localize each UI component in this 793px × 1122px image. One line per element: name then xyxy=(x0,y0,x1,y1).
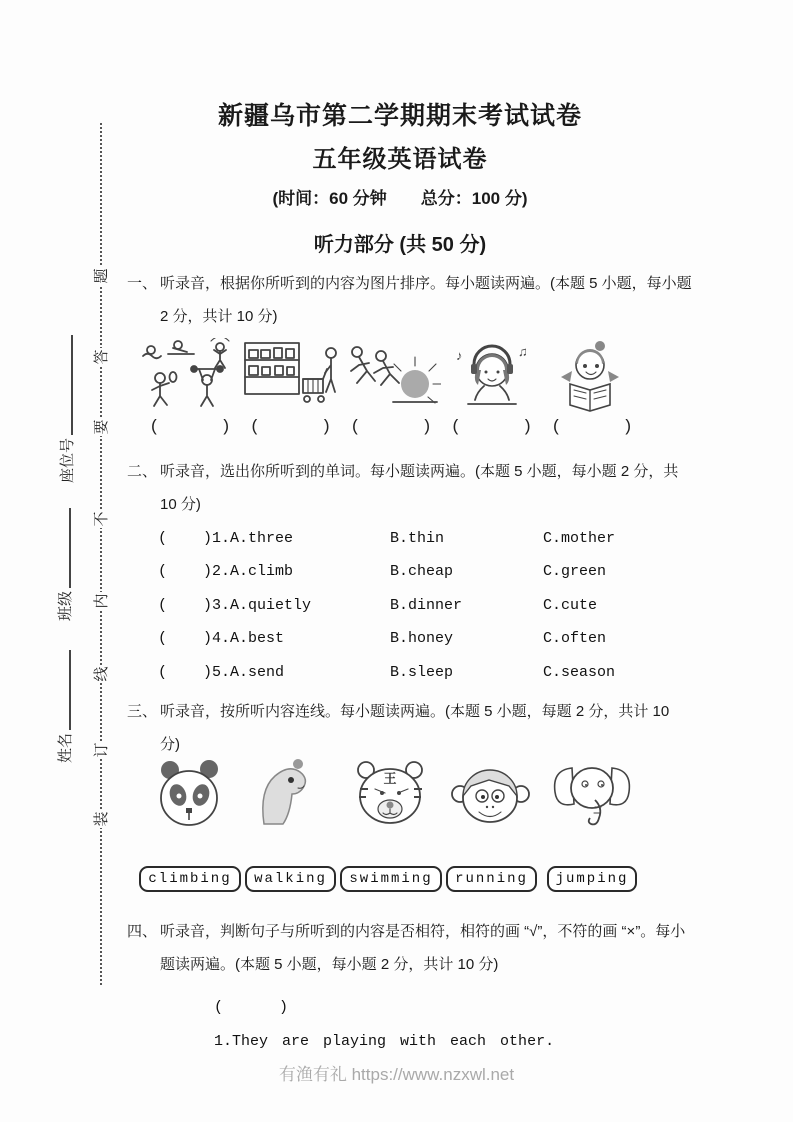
section-2-number: 二、 xyxy=(127,463,158,480)
answer-parentheses: ( ) xyxy=(149,418,231,437)
shopping-in-supermarket-image xyxy=(241,338,341,414)
animal-item xyxy=(542,758,642,828)
seal-char: 答 xyxy=(92,349,110,365)
name-field xyxy=(54,643,74,763)
kids-doing-sports-image xyxy=(140,338,240,414)
class-blank xyxy=(57,508,71,588)
true-false-item-1 xyxy=(158,982,554,1067)
monkey-image xyxy=(449,758,534,828)
answer-parentheses: ( ) xyxy=(450,418,533,437)
option-b: B.cheap xyxy=(390,563,454,580)
answer-parentheses: ( ) xyxy=(158,563,213,580)
class-field xyxy=(54,501,74,621)
answer-parentheses: ( ) xyxy=(158,597,213,614)
section-4-number: 四、 xyxy=(127,923,158,940)
picture-item xyxy=(140,338,240,437)
section-3-text: 听录音，按所听内容连线。每小题读两遍。(本题 5 小题，每题 2 分，共计 10 分) xyxy=(160,703,670,753)
option-b: B.dinner xyxy=(390,597,463,614)
animal-images-row xyxy=(140,758,642,828)
exam-time-score: (时间：60 分钟 总分：100 分) xyxy=(272,189,528,208)
option-a: 5.A.send xyxy=(212,664,285,681)
answer-parentheses: ( ) xyxy=(158,630,213,647)
word-box-item xyxy=(341,866,441,892)
answer-parentheses: ( ) xyxy=(551,418,633,437)
answer-parentheses: ( ) xyxy=(249,418,332,437)
section-4-prompt xyxy=(127,915,693,981)
koala-image xyxy=(248,758,333,828)
option-a: 1.A.three xyxy=(212,530,294,547)
option-c: C.season xyxy=(543,664,616,681)
seat-number-field xyxy=(56,327,76,483)
girl-listening-music-image xyxy=(442,338,542,414)
picture-item xyxy=(341,338,441,437)
tiger-image xyxy=(349,758,434,828)
page-subtitle: 五年级英语试卷 xyxy=(312,146,488,173)
section-1-number: 一、 xyxy=(127,275,158,292)
word-box: jumping xyxy=(547,866,638,892)
seal-char: 题 xyxy=(92,268,110,284)
word-box: running xyxy=(446,866,537,892)
music-note-icon: ♫ xyxy=(517,344,528,359)
section-2-prompt xyxy=(127,455,693,521)
word-choice-row-5 xyxy=(158,664,658,681)
panda-image xyxy=(148,758,233,828)
name-blank xyxy=(57,650,71,730)
word-box: climbing xyxy=(139,866,240,892)
answer-parentheses: ( ) xyxy=(214,999,289,1016)
option-c: C.mother xyxy=(543,530,616,547)
elephant-image xyxy=(550,758,635,828)
tiger-forehead-mark: 王 xyxy=(382,771,397,786)
section-4-text: 听录音，判断句子与所听到的内容是否相符，相符的画 “√”，不符的画 “×”。每小题读两遍。(本题 5 小题，每小题 2 分，共计 10 分) xyxy=(160,923,686,973)
option-a: 4.A.best xyxy=(212,630,285,647)
option-c: C.often xyxy=(543,630,607,647)
option-c: C.green xyxy=(543,563,607,580)
word-choice-row-2 xyxy=(158,563,658,580)
sentence: 1.They are playing with each other. xyxy=(214,1033,555,1050)
section-1-prompt xyxy=(127,267,693,333)
picture-item xyxy=(442,338,542,437)
section-3-number: 三、 xyxy=(127,703,158,720)
word-box-item xyxy=(140,866,240,892)
site-watermark: 有渔有礼 https://www.nzxwl.net xyxy=(278,1065,515,1084)
word-choice-row-4 xyxy=(158,630,658,647)
binding-dotted-line xyxy=(100,123,102,985)
section-1-text: 听录音，根据你所听到的内容为图片排序。每小题读两遍。(本题 5 小题，每小题 2 分，共计 10 分) xyxy=(160,275,692,325)
section-3-prompt xyxy=(127,695,693,761)
seal-char: 不 xyxy=(92,511,110,527)
seal-char: 要 xyxy=(92,419,110,435)
animal-item xyxy=(140,758,240,828)
picture-ordering-row xyxy=(140,338,642,437)
listening-part-heading: 听力部分 (共 50 分) xyxy=(313,234,487,256)
animal-item xyxy=(241,758,341,828)
seal-char: 装 xyxy=(92,811,110,827)
children-running-image xyxy=(341,338,441,414)
page-title: 新疆乌市第二学期期末考试试卷 xyxy=(217,102,582,130)
name-label: 姓名 xyxy=(56,732,74,763)
option-a: 3.A.quietly xyxy=(212,597,312,614)
option-b: B.sleep xyxy=(390,664,454,681)
word-box-item xyxy=(442,866,542,892)
seal-char: 订 xyxy=(92,742,110,758)
picture-item xyxy=(241,338,341,437)
answer-parentheses: ( ) xyxy=(158,530,213,547)
word-box: swimming xyxy=(340,866,441,892)
word-choice-row-3 xyxy=(158,597,658,614)
seal-char: 内 xyxy=(92,593,110,609)
verb-word-boxes-row xyxy=(140,866,642,892)
animal-item xyxy=(442,758,542,828)
class-label: 班级 xyxy=(56,590,74,621)
section-2-text: 听录音，选出你所听到的单词。每小题读两遍。(本题 5 小题，每小题 2 分，共 10 分) xyxy=(160,463,679,513)
word-choice-row-1 xyxy=(158,530,658,547)
word-box-item xyxy=(241,866,341,892)
animal-item xyxy=(341,758,441,828)
word-box-item xyxy=(542,866,642,892)
option-b: B.honey xyxy=(390,630,454,647)
picture-item xyxy=(542,338,642,437)
seal-char: 线 xyxy=(92,666,110,682)
music-note-icon: ♪ xyxy=(455,348,462,363)
option-c: C.cute xyxy=(543,597,598,614)
answer-parentheses: ( ) xyxy=(350,418,432,437)
seat-number-label: 座位号 xyxy=(58,437,76,483)
word-box: walking xyxy=(245,866,336,892)
girl-reading-book-image xyxy=(542,338,642,414)
seat-number-blank xyxy=(59,335,73,435)
option-a: 2.A.climb xyxy=(212,563,294,580)
option-b: B.thin xyxy=(390,530,445,547)
answer-parentheses: ( ) xyxy=(158,664,213,681)
